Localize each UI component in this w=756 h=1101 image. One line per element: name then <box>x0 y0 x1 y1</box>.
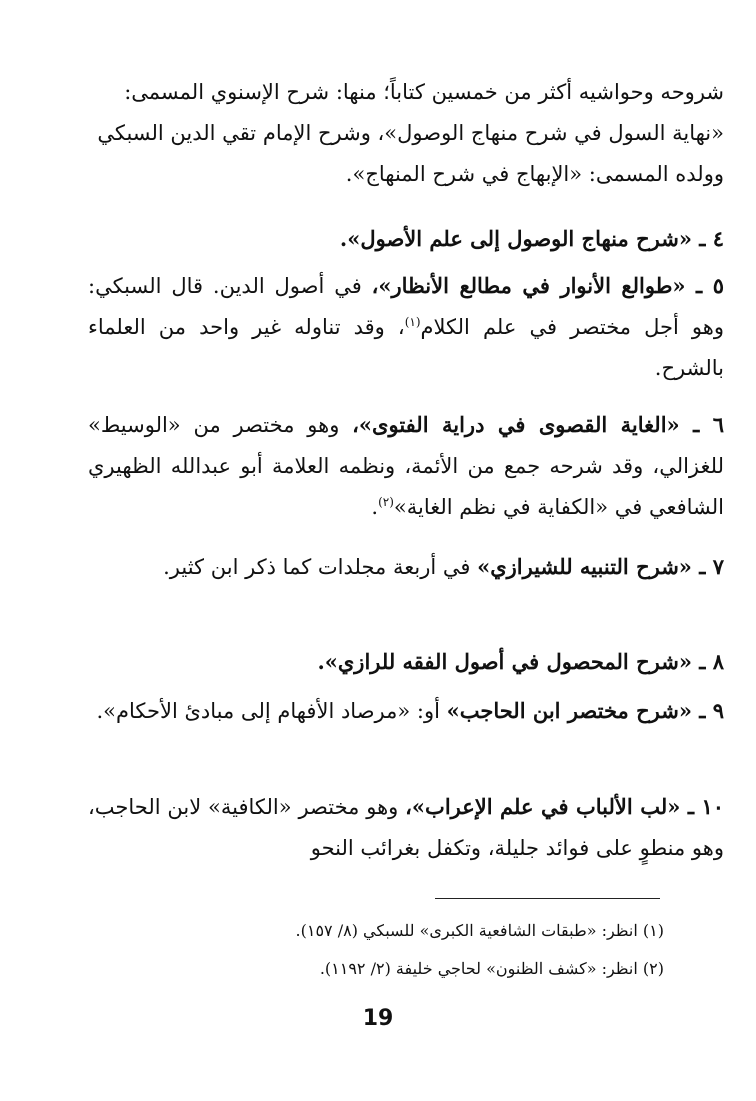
list-item-4 <box>88 218 724 260</box>
footnotes <box>104 912 664 988</box>
item-title: ٦ ـ «الغاية القصوى في دراية الفتوى»، <box>352 412 724 437</box>
footnote-divider <box>435 898 660 899</box>
item-text: أو: «مرصاد الأفهام إلى مبادئ الأحكام». <box>96 699 447 723</box>
footnote-ref: (٢) <box>378 495 394 509</box>
text-line: وولده المسمى: «الإبهاج في شرح المنهاج». <box>345 162 724 186</box>
item-title: ١٠ ـ «لب الألباب في علم الإعراب»، <box>405 794 725 819</box>
list-item-7 <box>88 546 724 588</box>
item-text: في أصول الدين. قال السبكي: وهو أجل مختصر في علم الكلام <box>88 274 724 339</box>
item-text: . <box>371 495 379 519</box>
list-item-8 <box>88 641 724 683</box>
item-text: ، وقد تناوله غير واحد من العلماء بالشرح. <box>88 315 724 380</box>
text-line: «نهاية السول في شرح منهاج الوصول»، وشرح الإمام تقي الدين السبكي <box>97 121 724 145</box>
item-title: ٤ ـ «شرح منهاج الوصول إلى علم الأصول». <box>339 226 724 251</box>
item-text: في أربعة مجلدات كما ذكر ابن كثير. <box>163 555 478 579</box>
footnote-2: (٢) انظر: «كشف الظنون» لحاجي خليفة (٢/ ١١٩٢). <box>319 959 664 978</box>
item-title: ٥ ـ «طوالع الأنوار في مطالع الأنظار»، <box>371 273 724 298</box>
list-item-10 <box>88 786 724 869</box>
list-item-9 <box>88 690 724 732</box>
footnote-1: (١) انظر: «طبقات الشافعية الكبرى» للسبكي (٨/ ١٥٧). <box>295 921 664 940</box>
list-item-6 <box>88 404 724 528</box>
text-line: شروحه وحواشيه أكثر من خمسين كتاباً؛ منها: شرح الإسنوي المسمى: <box>124 80 724 104</box>
item-title: ٩ ـ «شرح مختصر ابن الحاجب» <box>446 698 724 723</box>
page-number: 19 <box>362 1006 394 1031</box>
item-title: ٨ ـ «شرح المحصول في أصول الفقه للرازي». <box>317 649 724 674</box>
list-item-5 <box>88 265 724 389</box>
paragraph-continuation <box>88 72 724 195</box>
item-text: وهو مختصر من «الوسيط» للغزالي، وقد شرحه جمع من الأئمة، ونظمه العلامة أبو عبدالله الظهيري الشافعي في «الكفاية في نظم الغاية» <box>88 413 724 519</box>
item-title: ٧ ـ «شرح التنبيه للشيرازي» <box>477 554 724 579</box>
footnote-ref: (١) <box>404 315 421 329</box>
item-text: وهو مختصر «الكافية» لابن الحاجب، وهو منطوٍ على فوائد جليلة، وتكفل بغرائب النحو <box>88 795 724 860</box>
